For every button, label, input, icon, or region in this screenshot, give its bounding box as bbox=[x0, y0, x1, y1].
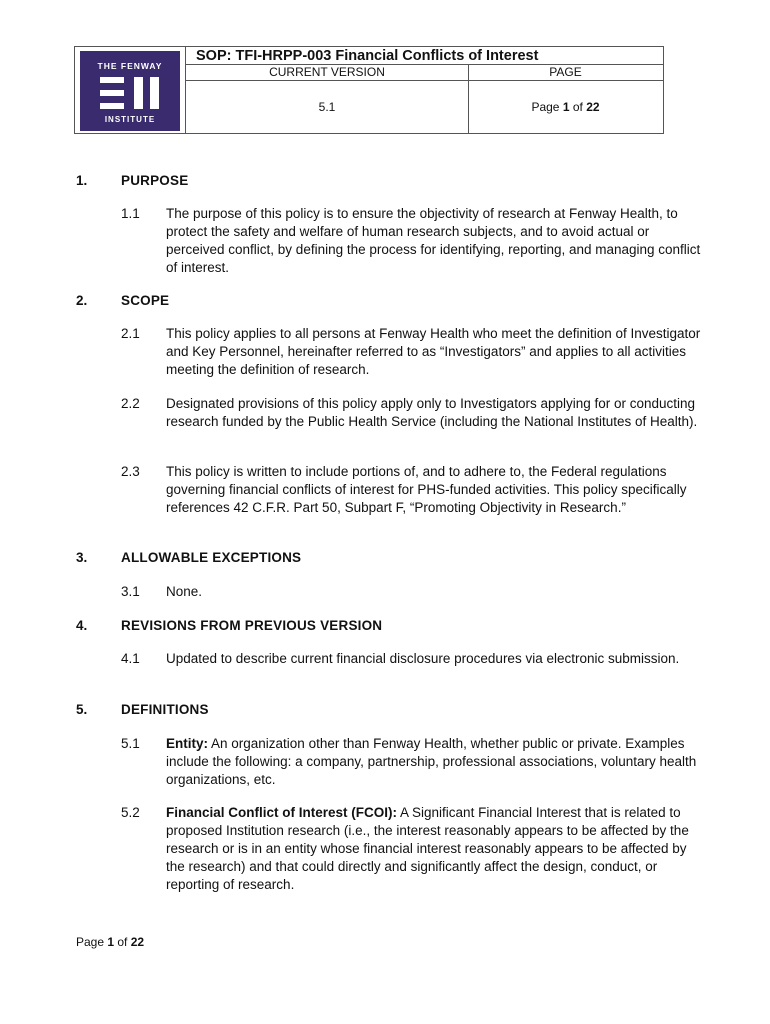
definition-label: Entity: bbox=[166, 736, 208, 751]
section-title-scope: SCOPE bbox=[121, 293, 170, 308]
item-number: 2.1 bbox=[121, 326, 140, 341]
section-title-definitions: DEFINITIONS bbox=[121, 702, 209, 717]
definition-fcoi bbox=[166, 804, 706, 894]
item-number: 4.1 bbox=[121, 651, 140, 666]
item-text: Designated provisions of this policy apply only to Investigators applying for or conducting research funded by the Public Health Service (including the National Institutes of Health). bbox=[166, 396, 698, 429]
section-number: 1. bbox=[76, 173, 88, 188]
item-text: The purpose of this policy is to ensure the objectivity of research at Fenway Health, to protect the safety and welfare of human research subjects, and to avoid actual or perceived conflict, by defining the process for identifying, reporting, and managing conflict of interest. bbox=[166, 206, 701, 275]
section-title-revisions: REVISIONS FROM PREVIOUS VERSION bbox=[121, 618, 383, 633]
section-number: 2. bbox=[76, 293, 88, 308]
item-text: None. bbox=[166, 584, 203, 599]
logo-text-bottom: INSTITUTE bbox=[104, 115, 156, 124]
item-number: 1.1 bbox=[121, 206, 140, 221]
version-value: 5.1 bbox=[318, 100, 336, 114]
section-number: 5. bbox=[76, 702, 88, 717]
item-text: This policy is written to include portions of, and to adhere to, the Federal regulations governing financial conflicts of interest for PHS-funded activities. This policy specifically references 42 C.F.R. Part 50, Subpart F, “Promoting Objectivity in Research.” bbox=[166, 464, 687, 515]
section-number: 3. bbox=[76, 550, 88, 565]
definition-entity bbox=[166, 735, 706, 789]
header-table bbox=[74, 46, 664, 134]
page-of: of bbox=[569, 100, 587, 114]
fenway-institute-logo bbox=[80, 51, 180, 131]
document-title: SOP: TFI-HRPP-003 Financial Conflicts of Interest bbox=[196, 48, 539, 64]
section-number: 4. bbox=[76, 618, 88, 633]
logo-mark-icon bbox=[100, 77, 160, 109]
item-number: 2.3 bbox=[121, 464, 140, 479]
definition-text: An organization other than Fenway Health, whether public or private. Examples include the following: a company, partnership, professional associations, voluntary health organizations, etc. bbox=[166, 736, 697, 787]
page-total: 22 bbox=[586, 100, 600, 114]
page-prefix: Page bbox=[531, 100, 563, 114]
current-version-heading: CURRENT VERSION bbox=[186, 65, 468, 81]
section-title-purpose: PURPOSE bbox=[121, 173, 189, 188]
footer-of: of bbox=[114, 935, 131, 949]
definition-text: A Significant Financial Interest that is related to proposed Institution research (i.e., the interest reasonably appears to be affected by the research or is in an entity whose financial interest reasonably appears to be affected by the research) and that could directly and significantly affect the design, conduct, or reporting of research. bbox=[166, 805, 689, 892]
section-title-exceptions: ALLOWABLE EXCEPTIONS bbox=[121, 550, 302, 565]
definition-label: Financial Conflict of Interest (FCOI): bbox=[166, 805, 398, 820]
item-number: 3.1 bbox=[121, 584, 140, 599]
title-cell bbox=[186, 47, 663, 65]
item-number: 5.1 bbox=[121, 736, 140, 751]
page-number: 1 bbox=[562, 100, 570, 114]
page-heading: PAGE bbox=[468, 65, 663, 81]
footer-page-number: 1 bbox=[107, 935, 115, 949]
page-value bbox=[468, 81, 663, 133]
item-text: Updated to describe current financial disclosure procedures via electronic submission. bbox=[166, 651, 680, 666]
logo-cell bbox=[75, 47, 186, 133]
logo-text-top: THE FENWAY bbox=[97, 61, 163, 71]
footer-prefix: Page bbox=[76, 935, 108, 949]
item-number: 2.2 bbox=[121, 396, 140, 411]
item-number: 5.2 bbox=[121, 805, 140, 820]
page-footer bbox=[76, 935, 144, 949]
footer-page-total: 22 bbox=[130, 935, 145, 949]
item-text: This policy applies to all persons at Fenway Health who meet the definition of Investigator and Key Personnel, hereinafter referred to as “Investigators” and applies to all activities meeting the definition of research. bbox=[166, 326, 701, 377]
